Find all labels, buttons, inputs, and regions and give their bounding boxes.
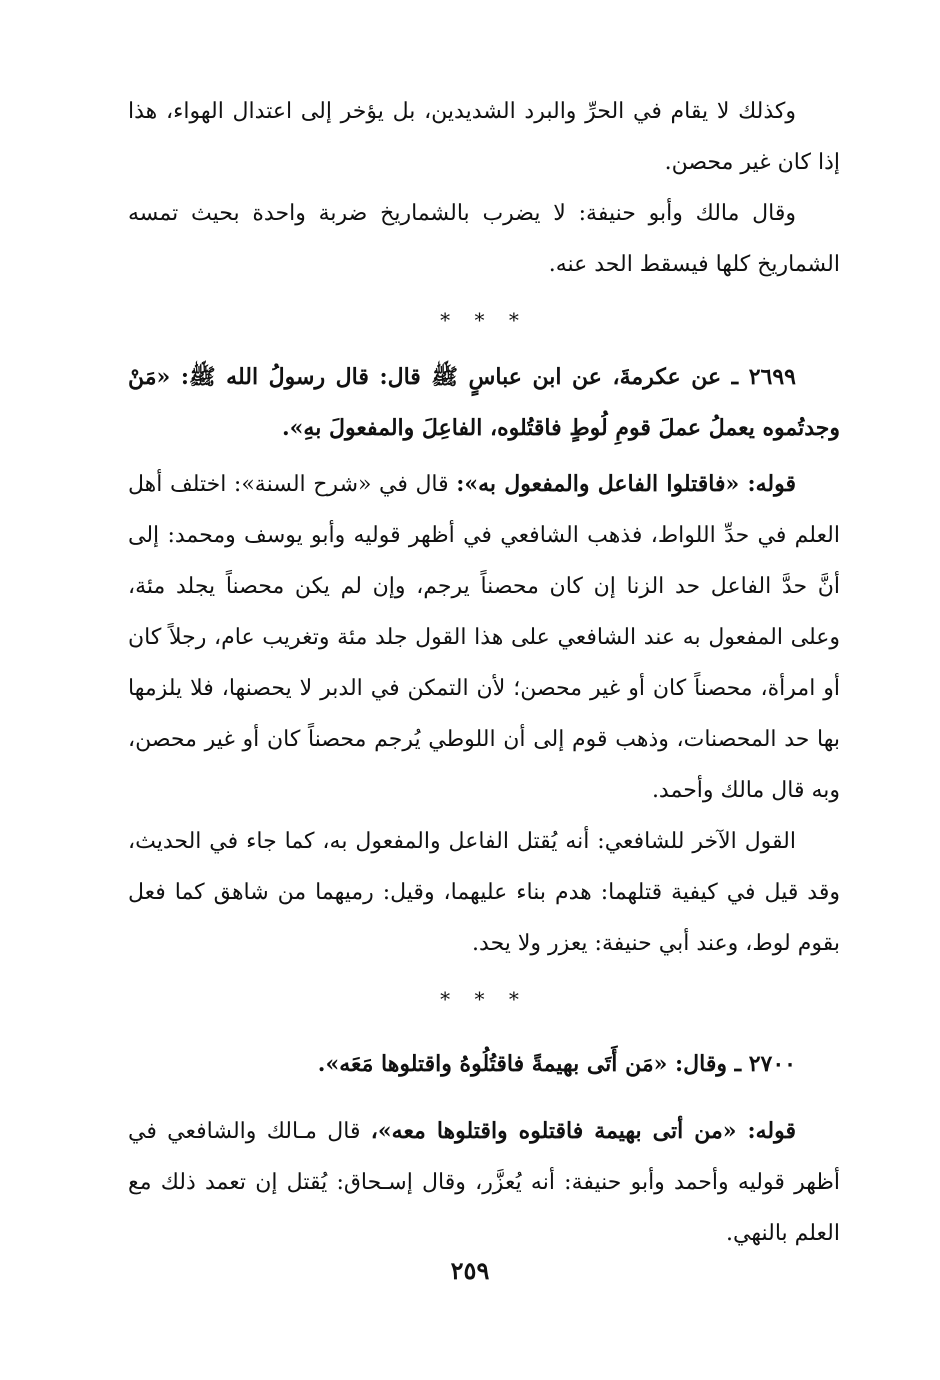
commentary-2700-text: قال مـالك والشافعي في أظهر قوليه وأحمد وأبو حنيفة: أنه يُعزَّر، وقال إسـحاق: يُقتل إن تعمد ذلك مع العلم بالنهي. <box>128 1119 840 1246</box>
hadith-2699: ٢٦٩٩ ـ عن عكرمةَ، عن ابن عباسٍ ﷺ قال: قال رسولُ الله ﷺ: «مَنْ وجدتُموه يعملُ عملَ قومِ لُوطٍ فاقتُلوه، الفاعِلَ والمفعولَ بهِ». <box>128 364 840 441</box>
section-separator-2: * * * <box>440 987 528 1011</box>
commentary-2700-lead: قوله: «من أتى بهيمة فاقتلوه واقتلوها معه»، <box>370 1118 796 1144</box>
paragraph-execution-timing: وكذلك لا يقام في الحرِّ والبرد الشديدين، بل يؤخر إلى اعتدال الهواء، هذا إذا كان غير محصن. <box>128 99 840 175</box>
commentary-2700 <box>128 1106 840 1259</box>
hadith-2700: ٢٧٠٠ ـ وقال: «مَن أَتَى بهيمةً فاقتُلُوهُ واقتلوها مَعَه». <box>317 1051 796 1077</box>
paragraph-malik-abu-hanifa: وقال مالك وأبو حنيفة: لا يضرب بالشماريخ ضربة واحدة بحيث تمسه الشماريخ كلها فيسقط الحد عنه. <box>128 201 840 277</box>
section-separator: * * * <box>440 308 528 332</box>
commentary-2699 <box>128 459 840 816</box>
paragraph-shafii-other-opinion: القول الآخر للشافعي: أنه يُقتل الفاعل والمفعول به، كما جاء في الحديث، وقد قيل في كيفية قتلهما: هدم بناء عليهما، وقيل: رميهما من شاهق كما فعل بقوم لوط، وعند أبي حنيفة: يعزر ولا يحد. <box>128 829 840 956</box>
commentary-2699-text: قال في «شرح السنة»: اختلف أهل العلم في حدِّ اللواط، فذهب الشافعي في أظهر قوليه وأبو يوسف ومحمد: إلى أنَّ حدَّ الفاعل حد الزنا إن كان محصناً يرجم، وإن لم يكن محصناً يجلد مئة، وعلى المفعول به عند الشافعي على هذا القول جلد مئة وتغريب عام، رجلاً كان أو امرأة، محصناً كان أو غير محصن؛ لأن التمكن في الدبر لا يحصنها، فلا يلزمها بها حد المحصنات، وذهب قوم إلى أن اللوطي يُرجم محصناً كان أو غير محصن، وبه قال مالك وأحمد. <box>128 472 840 803</box>
page-body <box>128 86 840 1259</box>
page-number: ٢٥٩ <box>450 1256 490 1285</box>
commentary-2699-lead: قوله: «فاقتلوا الفاعل والمفعول به»: <box>456 471 797 497</box>
